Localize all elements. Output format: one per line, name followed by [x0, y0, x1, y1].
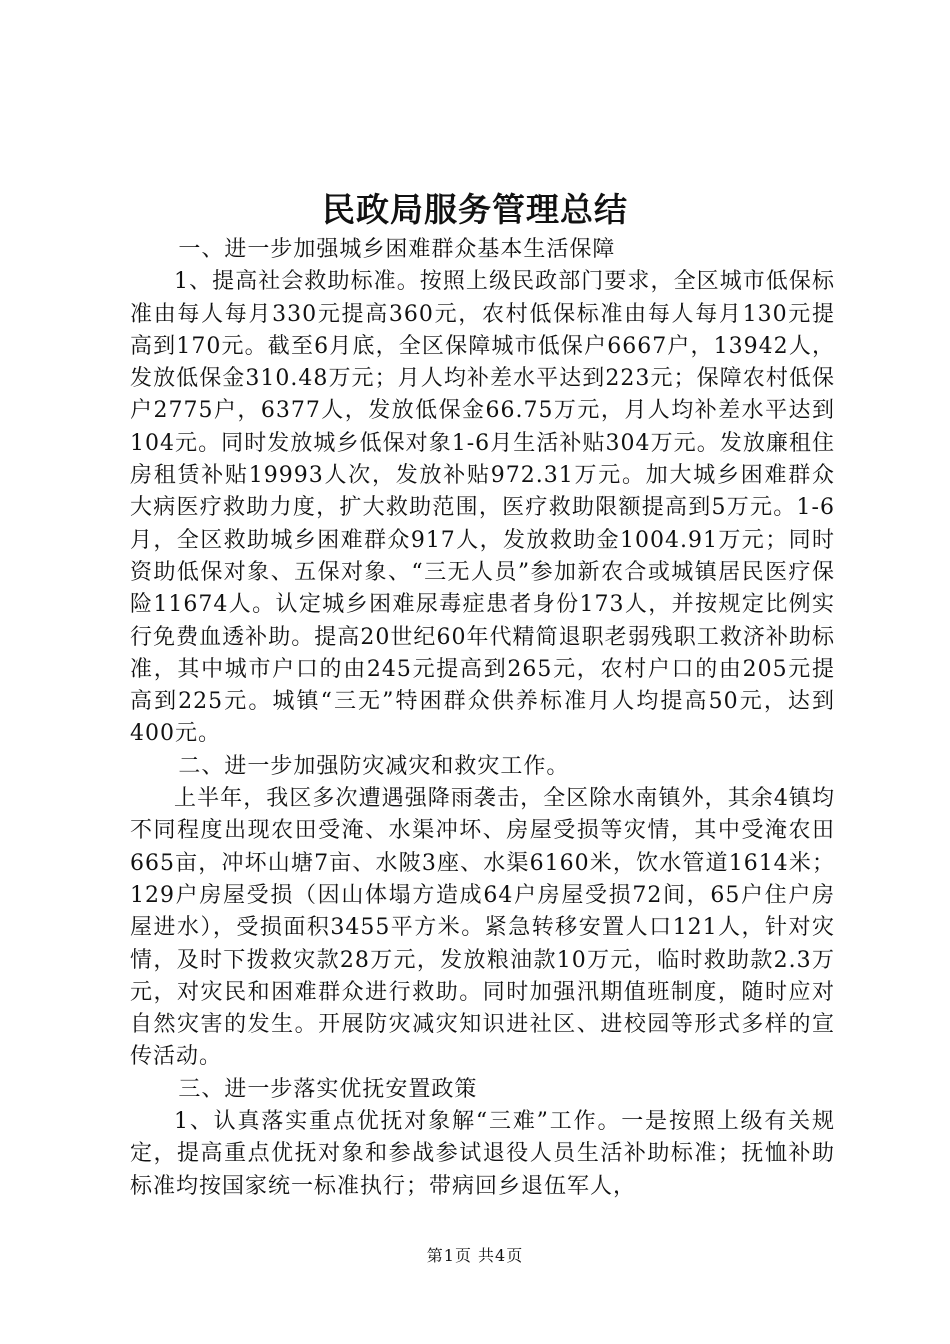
section-heading-2: 二、进一步加强防灾减灾和救灾工作。 [178, 753, 570, 779]
section-heading-3: 三、进一步落实优抚安置政策 [178, 1076, 478, 1102]
document-body [130, 234, 835, 1203]
paragraph-veterans: 1、认真落实重点优抚对象解“三难”工作。一是按照上级有关规定，提高重点优抚对象和参战参试退役人员生活补助标准；抚恤补助标准均按国家统一标准执行；带病回乡退伍军人， [130, 1109, 835, 1199]
section-heading-1: 一、进一步加强城乡困难群众基本生活保障 [178, 237, 616, 262]
page-title: 民政局服务管理总结 [322, 190, 628, 229]
page-footer: 第1页 共4页 [426, 1246, 524, 1265]
paragraph-social-assistance: 1、提高社会救助标准。按照上级民政部门要求，全区城市低保标准由每人每月330元提高360元，农村低保标准由每人每月130元提高到170元。截至6月底，全区保障城市低保户6667户，13942人，发放低保金310.48万元；月人均补差水平达到223元；保障农村低保户2775户，6377人，发放低保金66.75万元，月人均补差水平达到104元。同时发放城乡低保对象1-6月生活补贴304万元。发放廉租住房租赁补贴19993人次，发放补贴972.31万元。加大城乡困难群众大病医疗救助力度，扩大救助范围，医疗救助限额提高到5万元。1-6月，全区救助城乡困难群众917人，发放救助金1004.91万元；同时资助低保对象、五保对象、“三无人员”参加新农合或城镇居民医疗保险11674人。认定城乡困难尿毒症患者身份173人，并按规定比例实行免费血透补助。提高20世纪60年代精简退职老弱残职工救济补助标准，其中城市户口的由245元提高到265元，农村户口的由205元提高到225元。城镇“三无”特困群众供养标准月人均提高50元，达到400元。 [130, 269, 835, 747]
paragraph-disaster-relief: 上半年，我区多次遭遇强降雨袭击，全区除水南镇外，其余4镇均不同程度出现农田受淹、水渠冲坏、房屋受损等灾情，其中受淹农田665亩，冲坏山塘7亩、水陂3座、水渠6160米，饮水管道1614米；129户房屋受损（因山体塌方造成64户房屋受损72间，65户住户房屋进水），受损面积3455平方米。紧急转移安置人口121人，针对灾情，及时下拨救灾款28万元，发放粮油款10万元，临时救助款2.3万元，对灾民和困难群众进行救助。同时加强汛期值班制度，随时应对自然灾害的发生。开展防灾减灾知识进社区、进校园等形式多样的宣传活动。 [130, 786, 835, 1070]
